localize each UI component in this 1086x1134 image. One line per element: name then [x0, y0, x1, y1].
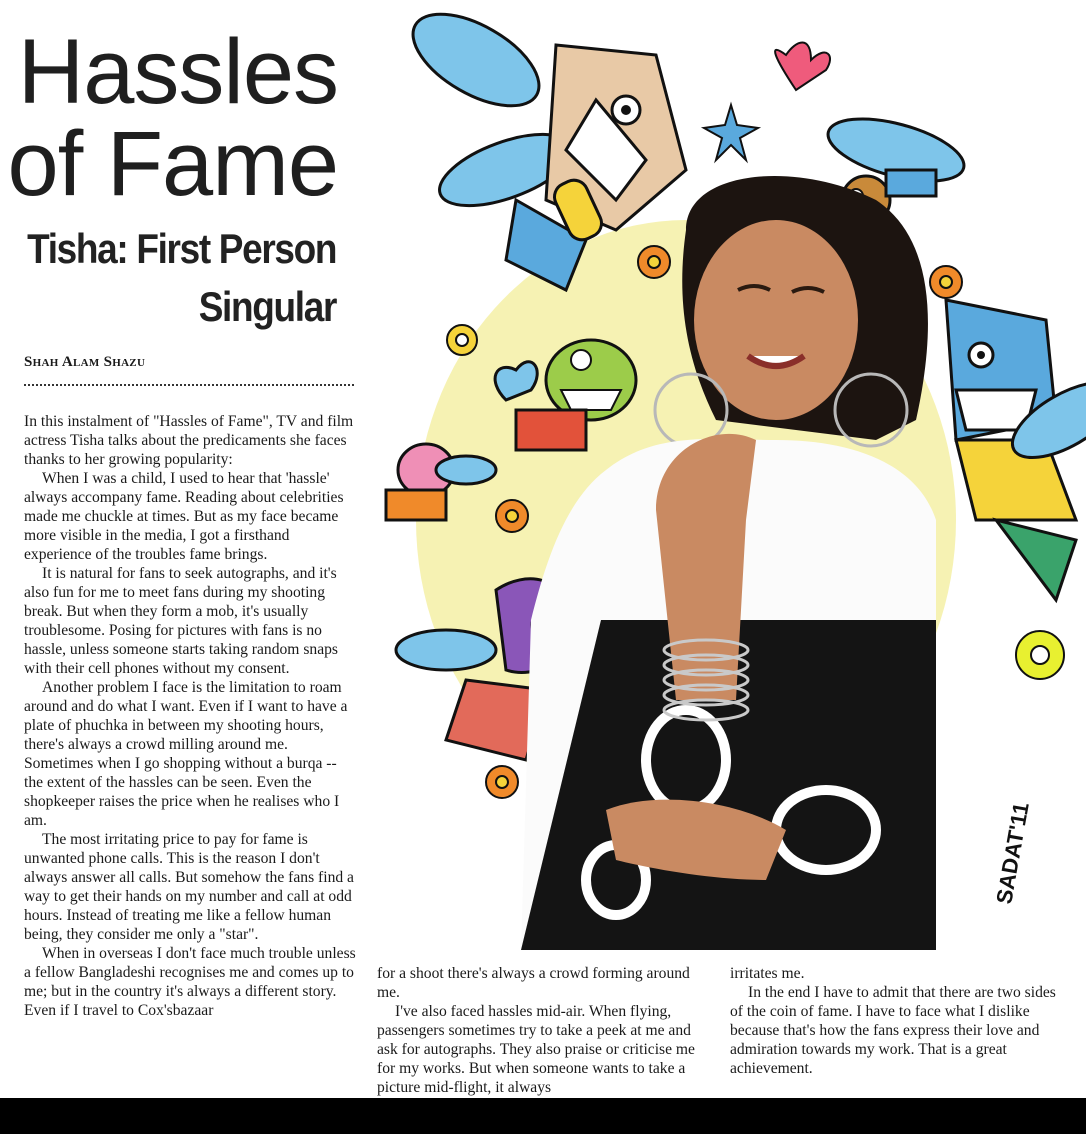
bottom-black-bar	[0, 1098, 1086, 1134]
orange-flower	[638, 246, 670, 278]
paragraph: When I was a child, I used to hear that 'hassle' always accompany fame. Reading about celebrities made me chuckle at times. But as my face became more visible in the media, I got a firsthand experience of the troubles fame brings.	[24, 470, 344, 563]
byline: Shah Alam Shazu	[24, 354, 146, 370]
paragraph: Another problem I face is the limitation to roam around and do what I want. Even if I want to have a plate of phuchka in between my shooting hours, there's always a crowd milling around me. Sometimes when I go shopping without a burqa -- the extent of the hassles can be seen. Even the shopkeeper raises the price when he realises who I am.	[24, 679, 348, 829]
paragraph: It is natural for fans to seek autographs, and it's also fun for me to meet fans during my shooting break. But when they form a mob, it's usually troublesome. Posing for pictures with fans is no hassle, unless someone starts taking random snaps with their cell phones without my consent.	[24, 565, 338, 677]
article-column-1	[24, 412, 356, 1020]
yellow-flower	[1016, 631, 1064, 679]
paragraph-continued: for a shoot there's always a crowd forming around me.	[377, 965, 690, 1001]
subtitle-line-2: Singular	[198, 283, 336, 330]
blue-star	[704, 105, 758, 160]
paragraph: In the end I have to admit that there are two sides of the coin of fame. I have to face what I dislike because that's how the fans express their love and admiration towards my work. That is a great achievement.	[730, 984, 1056, 1077]
paragraph: When in overseas I don't face much trouble unless a fellow Bangladeshi recognises me and comes up to me; but in the country it's always a different story. Even if I travel to Cox'sbazaar	[24, 945, 356, 1019]
paragraph: The most irritating price to pay for fame is unwanted phone calls. This is the reason I don't always answer all calls. But somehow the fans find a way to get their hands on my number and call at odd hours. Instead of treating me like a fellow human being, they consider me only a "star".	[24, 831, 354, 943]
headline-line-2: of Fame	[7, 113, 338, 215]
dotted-divider	[24, 384, 354, 386]
yellow-flower	[447, 325, 477, 355]
cartoon-character-right	[946, 300, 1086, 600]
subtitle-line-1: Tisha: First Person	[26, 225, 336, 272]
paragraph-continued: irritates me.	[730, 965, 805, 982]
artist-signature: SADAT'11	[991, 800, 1034, 906]
article-column-3	[730, 964, 1062, 1078]
orange-flower	[930, 266, 962, 298]
intro-paragraph: In this instalment of "Hassles of Fame", TV and film actress Tisha talks about the predicaments she faces thanks to her growing popularity:	[24, 413, 354, 468]
orange-flower	[486, 766, 518, 798]
headline-line-1: Hassles	[17, 21, 338, 123]
paragraph: I've also faced hassles mid-air. When flying, passengers sometimes try to take a peek at me and ask for autographs. They also praise or criticise me for my works. But when someone wants to take a picture mid-flight, it always	[377, 1003, 695, 1096]
cover-illustration	[356, 0, 1086, 950]
pink-heart	[775, 43, 830, 91]
orange-flower	[496, 500, 528, 532]
article-column-2	[377, 964, 709, 1097]
